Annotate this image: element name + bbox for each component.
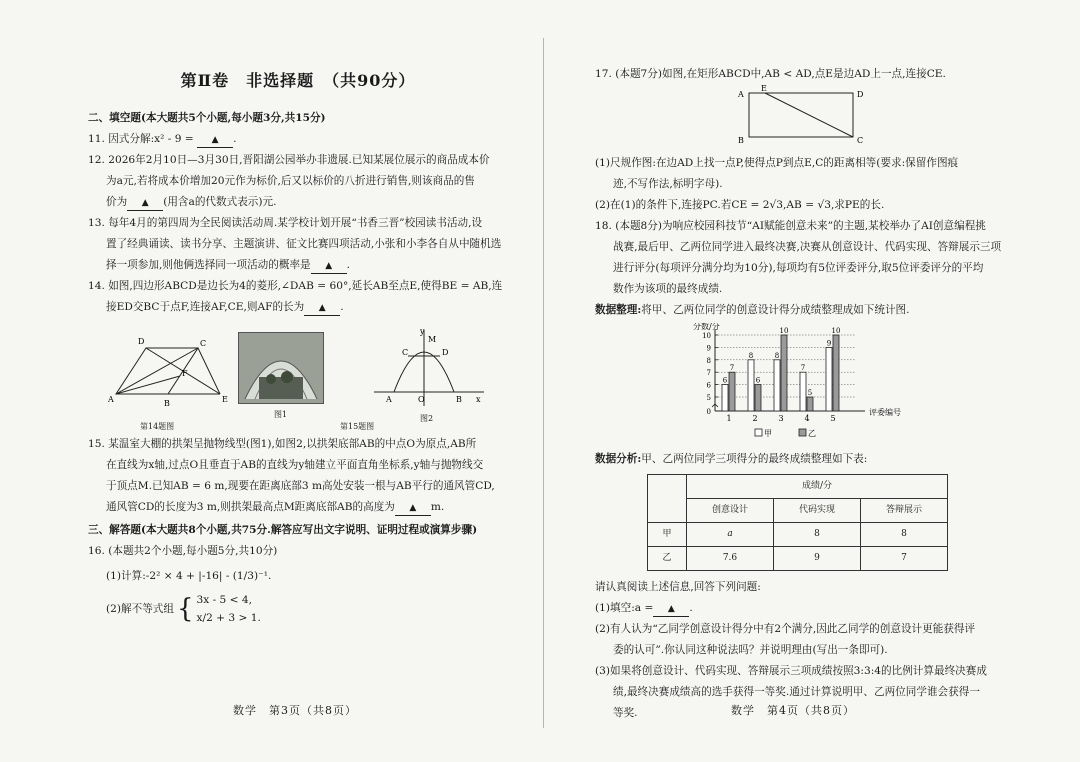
svg-text:C: C [200,339,207,348]
score-bar-chart [685,323,905,441]
score-table: 成绩/分 创意设计 代码实现 答辩展示 甲 a 8 8 乙 7.6 9 7 [647,474,948,571]
svg-text:y: y [420,327,425,336]
svg-text:B: B [164,399,170,408]
bar-jia-3 [774,360,780,411]
data-label: 7 [800,364,806,373]
table-row: 甲 a 8 8 [648,523,948,547]
legend-label: 乙 [808,429,816,438]
question-14: 14. 如图,四边形ABCD是边长为4的菱形,∠DAB = 60°,延长AB至点E,使得BE = AB,连 接ED交BC于点F,连接AF,CE,则AF的长为 ▲ . [88,276,508,318]
svg-text:E: E [222,395,228,404]
bar-jia-1 [722,385,728,411]
svg-text:M: M [428,335,437,344]
column-header: 代码实现 [774,499,861,523]
bar-jia-2 [748,360,754,411]
parabola-figure [372,326,488,408]
y-tick-label: 9 [706,344,711,353]
page-footer-right: 数学 第4页（共8页） [731,704,855,717]
svg-text:A: A [738,90,744,99]
page-fold-divider [543,38,544,728]
svg-text:F: F [182,369,188,378]
page-footer-left: 数学 第3页（共8页） [233,704,357,717]
x-tick-label: 3 [778,414,784,423]
question-16: 16. (本题共2个小题,每小题5分,共10分) (1)计算:-2² × 4 + |-16| - (1/3)⁻¹. (2)解不等式组 { 3x - 5 < 4, x/2 + 3 > 1. [88,541,508,627]
data-label: 8 [774,351,780,360]
svg-text:D: D [857,90,864,99]
svg-text:D: D [138,337,145,346]
bar-yi-3 [781,335,787,411]
y-tick-label: 0 [706,408,711,416]
question-17: (1)尺规作图:在边AD上找一点P,使得点P到点E,C的距离相等(要求:保留作图痕 迹,不写作法,标明字母). (2)在(1)的条件下,连接PC.若CE = 2√3,AB = √3,求PE的长. [595,157,959,211]
svg-text:B: B [738,136,744,145]
svg-text:D: D [442,348,449,357]
data-label: 10 [831,327,841,335]
column-header: 创意设计 [687,499,774,523]
page-title: 第Ⅱ卷 非选择题 （共90分） [180,71,416,90]
bar-jia-4 [800,372,806,411]
fig15-caption: 第15题图 [340,422,375,431]
answer-blank[interactable]: ▲ [311,259,347,274]
section3-header: 三、解答题(本大题共8个小题,共75分.解答应写出文字说明、证明过程或演算步骤) [88,524,478,536]
answer-blank[interactable]: ▲ [197,133,233,148]
x-tick-label: 1 [726,414,732,423]
svg-text:x: x [476,395,481,404]
answer-blank[interactable]: ▲ [127,196,163,211]
svg-text:A: A [386,395,392,404]
inequality-system: (2)解不等式组 { 3x - 5 < 4, x/2 + 3 > 1. [106,594,261,624]
svg-text:A: A [108,395,114,404]
table-row: 乙 7.6 9 7 [648,547,948,571]
y-tick-label: 10 [702,332,711,340]
svg-text:C: C [402,348,409,357]
fig14-caption: 第14题图 [140,422,175,431]
y-axis-label: 分数/分 [693,323,720,331]
y-tick-label: 7 [706,369,711,378]
question-11: 11. 因式分解:x² - 9 = ▲ . [88,129,508,150]
question-18: 18. (本题8分)为响应校园科技节“AI赋能创意未来”的主题,某校举办了AI创意编程挑 战赛,最后甲、乙两位同学进入最终决赛,决赛从创意设计、代码实现、答辩展示三项 进行评分(每项评分满分均为10分),每项均有5位评委评分,取5位评委评分的平均 数作为该项的最终成绩. 数据整理:将甲、乙两位同学的创意设计得分成绩整理成如下统计图. 0 5 6 7 8 9 10 分数/分 评委编号 1 6 7 2 8 6 3 8 10 4 7 5 5 9 10 甲 乙 数据分析:甲、乙两位同学三项得分的最终成绩整理如下表: 成绩/分 创意设计 代码实现 答辩展示 甲 a 8 8 乙 7.6 9 7 请认真阅读上述信息,回答下列问题: (1)填空:a = ▲ . (2)有人认为“乙同学创意设计得分中有2个满分,因此乙同学的创意设计更能获得评 委的认可”.你认同这种说法吗？并说明理由(写出一条即可). (3)如果将创意设计、代码实现、答辩展示三项成绩按照3:3:4的比例计算最终决赛成 绩,最终决赛成绩高的选手获得一等奖.通过计算说明甲、乙两位同学谁会获得一 等奖. [595,220,1002,719]
answer-blank[interactable]: ▲ [395,501,431,516]
data-label: 5 [807,389,813,397]
answer-blank[interactable]: ▲ [304,301,340,316]
right-page [595,64,1015,724]
data-label: 6 [755,376,761,385]
bar-yi-2 [755,385,761,411]
x-axis-label: 评委编号 [869,408,901,417]
answer-blank[interactable]: ▲ [653,602,689,617]
bar-yi-5 [833,335,839,411]
svg-text:C: C [857,136,864,145]
data-label: 10 [779,327,789,335]
question-12: 12. 2026年2月10日—3月30日,晋阳湖公园举办非遗展.已知某展位展示的商品成本价 为a元,若将成本价增加20元作为标价,后又以标价的八折进行销售,则该商品的售 价为 ▲ (用含a的代数式表示)元. [88,150,508,213]
fig1-label: 图1 [274,410,288,419]
data-label: 7 [729,364,735,373]
column-header: 答辩展示 [861,499,948,523]
legend-label: 甲 [764,429,772,438]
data-label: 6 [722,376,728,385]
y-tick-label: 5 [706,394,711,402]
legend-swatch [755,429,762,436]
data-label: 9 [826,339,832,348]
rectangle-figure [735,85,875,145]
svg-text:E: E [761,85,767,93]
svg-text:B: B [456,395,462,404]
y-tick-label: 6 [706,381,711,390]
bar-jia-5 [826,347,832,411]
fig2-label: 图2 [420,414,434,423]
question-17-intro: 17. (本题7分)如图,在矩形ABCD中,AB < AD,点E是边AD上一点,连接CE. [595,68,946,80]
x-tick-label: 2 [752,414,758,423]
rhombus-figure [108,332,238,410]
y-tick-label: 8 [706,356,711,365]
bar-yi-4 [807,397,813,411]
data-label: 8 [748,351,754,360]
legend-swatch [799,429,806,436]
section2-header: 二、填空题(本大题共5个小题,每小题3分,共15分) [88,112,326,124]
greenhouse-photo [238,332,324,404]
x-tick-label: 4 [804,414,810,423]
question-13: 13. 每年4月的第四周为全民阅读活动周.某学校计划开展“书香三晋”校园读书活动,设 置了经典诵读、读书分享、主题演讲、征文比赛四项活动,小张和小李各自从中随机选 择一项参加,则他俩选择同一项活动的概率是 ▲ . [88,213,508,276]
bar-yi-1 [729,372,735,411]
left-page [88,58,508,627]
x-tick-label: 5 [830,414,836,423]
svg-text:O: O [418,395,425,404]
question-15: 15. 某温室大棚的拱架呈抛物线型(图1),如图2,以拱架底部AB的中点O为原点,AB所 在直线为x轴,过点O且垂直于AB的直线为y轴建立平面直角坐标系,y轴与抛物线交 于顶点M.已知AB = 6 m,现要在距离底部3 m高处安装一根与AB平行的通风管CD, 通风管CD的长度为3 m,则拱架最高点M距离底部AB的高度为 ▲ m. [88,434,508,518]
figures-row [88,324,508,432]
